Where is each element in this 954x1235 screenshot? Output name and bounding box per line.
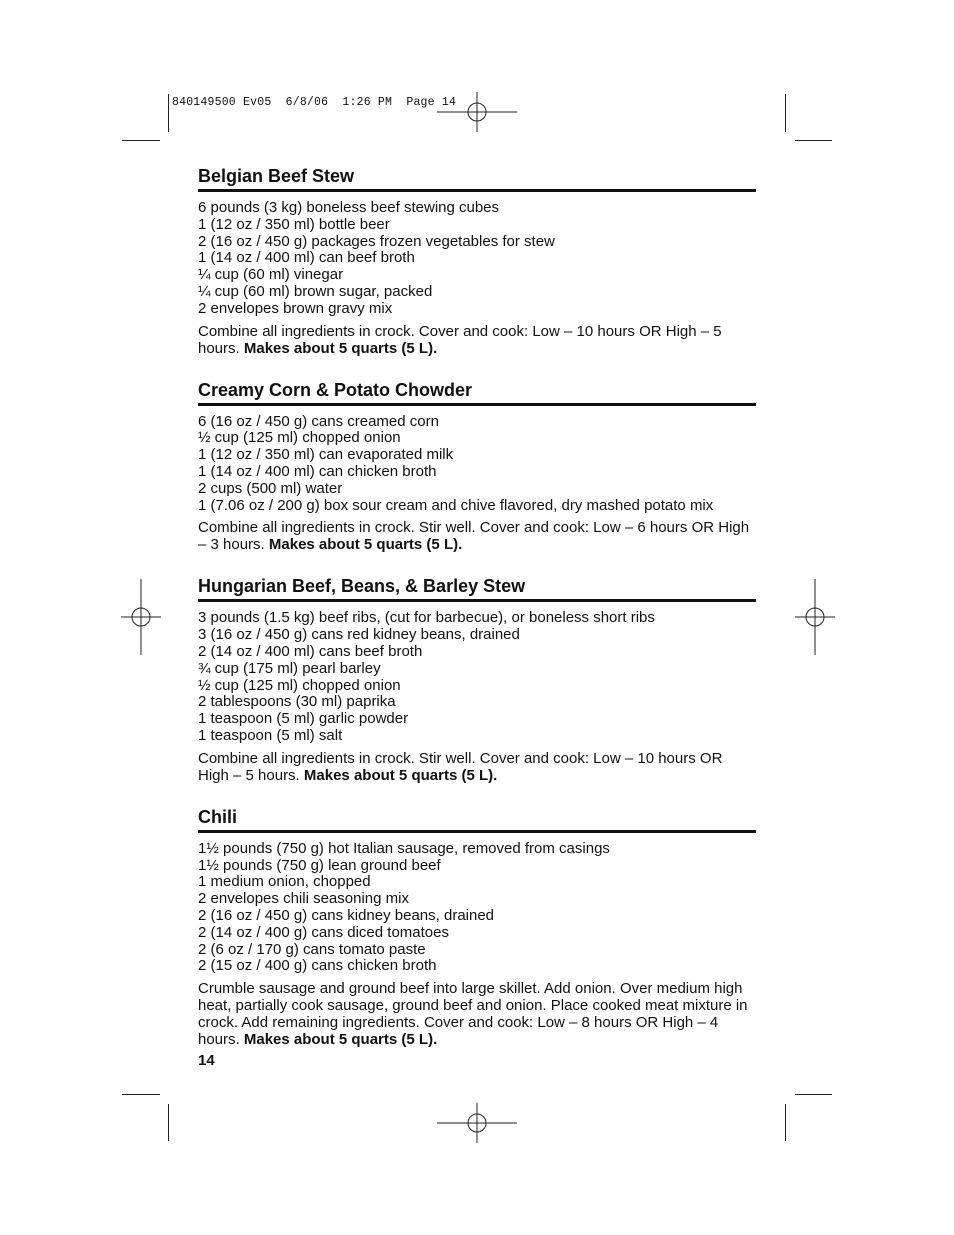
recipe-yield: Makes about 5 quarts (5 L). <box>303 766 498 784</box>
ingredient-item: 1 (14 oz / 400 ml) can chicken broth <box>198 462 437 480</box>
registration-mark-left-icon <box>121 579 161 655</box>
recipe-hungarian-beef-beans-barley-stew <box>198 575 756 783</box>
crop-mark-bottom-right-horizontal <box>795 1094 832 1095</box>
registration-mark-right-icon <box>795 579 835 655</box>
recipe-directions <box>198 750 756 784</box>
ingredient-item: ½ cup (125 ml) chopped onion <box>198 429 401 447</box>
recipe-yield: Makes about 5 quarts (5 L). <box>268 536 463 554</box>
recipe-chili <box>198 806 756 1048</box>
ingredient-item: 2 cups (500 ml) water <box>198 479 343 497</box>
ingredient-item: 3 pounds (1.5 kg) beef ribs, (cut for barbecue), or boneless short ribs <box>198 609 655 627</box>
ingredient-item: 2 (16 oz / 450 g) cans kidney beans, drained <box>198 906 495 924</box>
recipe-title: Hungarian Beef, Beans, & Barley Stew <box>198 575 756 602</box>
ingredient-item: 1 teaspoon (5 ml) salt <box>198 726 343 744</box>
crop-mark-top-right-horizontal <box>795 140 832 141</box>
directions-text: Combine all ingredients in crock. Cover and cook: Low – 10 hours OR High – 5 hours. <box>198 322 722 357</box>
page-number: 14 <box>198 1052 215 1069</box>
ingredient-item: 1 medium onion, chopped <box>198 873 371 891</box>
ingredient-item: 2 (6 oz / 170 g) cans tomato paste <box>198 940 426 958</box>
ingredient-item: 2 envelopes brown gravy mix <box>198 299 393 317</box>
ingredient-item: 6 (16 oz / 450 g) cans creamed corn <box>198 412 439 430</box>
ingredient-item: 2 (16 oz / 450 g) packages frozen vegetables for stew <box>198 232 555 250</box>
ingredient-item: ¼ cup (60 ml) brown sugar, packed <box>198 282 433 300</box>
ingredient-list <box>198 200 756 318</box>
recipe-yield: Makes about 5 quarts (5 L). <box>243 1031 438 1049</box>
crop-mark-top-left-vertical <box>168 94 169 132</box>
recipe-directions <box>198 980 756 1048</box>
ingredient-item: 1 teaspoon (5 ml) garlic powder <box>198 710 409 728</box>
ingredient-list <box>198 610 756 744</box>
registration-mark-bottom-icon <box>437 1103 517 1143</box>
ingredient-item: 2 (15 oz / 400 g) cans chicken broth <box>198 957 437 975</box>
ingredient-item: 2 (14 oz / 400 ml) cans beef broth <box>198 642 423 660</box>
crop-mark-top-right-vertical <box>785 94 786 132</box>
ingredient-item: 1 (7.06 oz / 200 g) box sour cream and chive flavored, dry mashed potato mix <box>198 496 714 514</box>
recipe-belgian-beef-stew <box>198 165 756 357</box>
registration-mark-top-icon <box>437 92 517 132</box>
crop-mark-top-left-horizontal <box>122 140 160 141</box>
ingredient-list <box>198 414 756 515</box>
ingredient-item: 6 pounds (3 kg) boneless beef stewing cubes <box>198 199 500 216</box>
ingredient-list <box>198 841 756 975</box>
ingredient-item: 1½ pounds (750 g) hot Italian sausage, removed from casings <box>198 839 610 857</box>
recipe-yield: Makes about 5 quarts (5 L). <box>243 339 438 357</box>
directions-text: Combine all ingredients in crock. Stir well. Cover and cook: Low – 6 hours OR High – 3 hours. <box>198 519 750 554</box>
crop-mark-bottom-left-horizontal <box>122 1094 160 1095</box>
ingredient-item: 1½ pounds (750 g) lean ground beef <box>198 856 441 874</box>
recipe-title: Chili <box>198 806 756 833</box>
ingredient-item: ¼ cup (60 ml) vinegar <box>198 266 344 284</box>
ingredient-item: ¾ cup (175 ml) pearl barley <box>198 659 381 677</box>
ingredient-item: 1 (12 oz / 350 ml) can evaporated milk <box>198 446 454 464</box>
ingredient-item: 2 envelopes chili seasoning mix <box>198 890 409 908</box>
recipe-creamy-corn-potato-chowder <box>198 379 756 554</box>
recipe-title: Belgian Beef Stew <box>198 165 756 192</box>
recipe-directions <box>198 519 756 553</box>
ingredient-item: 3 (16 oz / 450 g) cans red kidney beans, drained <box>198 626 520 644</box>
ingredient-item: 1 (14 oz / 400 ml) can beef broth <box>198 249 415 267</box>
ingredient-item: ½ cup (125 ml) chopped onion <box>198 676 401 694</box>
printer-slug: 840149500 Ev05 6/8/06 1:26 PM Page 14 <box>172 96 457 109</box>
recipe-directions <box>198 323 756 357</box>
directions-text: Combine all ingredients in crock. Stir well. Cover and cook: Low – 10 hours OR High – 5 hours. <box>198 749 723 784</box>
recipe-list <box>198 165 756 1070</box>
recipe-title: Creamy Corn & Potato Chowder <box>198 379 756 406</box>
ingredient-item: 1 (12 oz / 350 ml) bottle beer <box>198 215 390 233</box>
crop-mark-bottom-left-vertical <box>168 1104 169 1141</box>
directions-text: Crumble sausage and ground beef into large skillet. Add onion. Over medium high heat, partially cook sausage, ground beef and onion. Place cooked meat mixture in crock. Add remaining ingredients. Cover and cook: Low – 8 hours OR High – 4 hours. <box>198 980 748 1049</box>
ingredient-item: 2 (14 oz / 400 g) cans diced tomatoes <box>198 923 449 941</box>
crop-mark-bottom-right-vertical <box>785 1104 786 1141</box>
ingredient-item: 2 tablespoons (30 ml) paprika <box>198 693 396 711</box>
